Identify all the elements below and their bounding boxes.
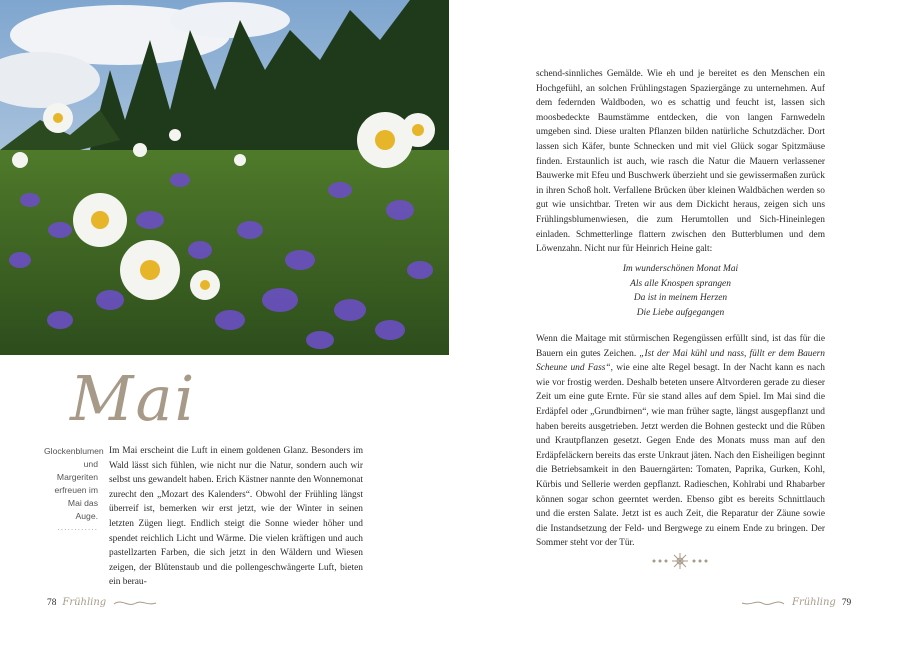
- left-footer: [47, 597, 158, 608]
- poem-quote: [536, 262, 825, 320]
- paragraph-2-rest: , wie eine alte Regel besagt. In der Nacht kann es nach wie vor frostig werden. Deshalb beteten unsere Altvorderen gerade zu dieser Zeit um eine gute Ernte. Für sie stand alles auf dem Spiel. Im Mai sind die Erdäpfel oder „Grundbirnen“, wie man früher sagte, längst ausgepflanzt und haben bereits ausgetrieben. Jetzt werden die Bohnen gesteckt und die Rüben und Krautpflanzen gesetzt. Gegen Ende des Monats muss man auf den Erdäpfeläckern bereits das erste Unkraut jäten. Nach den Eisheiligen beginnt die Betriebsamkeit in den Bauerngärten: Tomaten, Paprika, Gurken, Kohl, Kürbis und Sellerie werden gepflanzt. Radieschen, Kohlrabi und Rhabarber können sogar schon geerntet werden. Ebenso gibt es bereits Schnittlauch und die ersten Salate. Jetzt ist es auch Zeit, die Reparatur der Zäune sowie die Instandsetzung der Feld- und Bergwege zu einem Ende zu bringen. Der Sommer steht vor der Tür.: [536, 363, 825, 549]
- flower-ornament-icon: [650, 553, 710, 569]
- right-body-text-2: [536, 332, 825, 551]
- right-footer: [740, 597, 851, 608]
- poem-line: Als alle Knospen sprangen: [630, 278, 731, 289]
- page-number-left: 78: [47, 597, 57, 608]
- poem-line: Da ist in meinem Herzen: [633, 293, 728, 304]
- left-body-text: [109, 444, 363, 590]
- section-label-left: Frühling: [62, 597, 107, 608]
- poem-line: Im wunderschönen Monat Mai: [622, 264, 739, 274]
- left-page: [0, 0, 449, 648]
- farmer-rule-quote: „Ist der Mai kühl und nass, füllt er dem Bauern Scheune und Fass“: [536, 348, 825, 374]
- swirl-ornament-icon: [112, 598, 158, 608]
- caption-text: Glockenblumen und Margeriten erfreuen im Mai das Auge.: [44, 446, 104, 521]
- photo-caption: [44, 445, 104, 534]
- left-paragraph: Im Mai erscheint die Luft in einem goldenen Glanz. Besonders im Wald lässt sich fühlen, wie nicht nur die Natur, sondern auch wir selbst uns gewandelt haben. Erich Kästner nannte den Wonnemonat zurecht den „Mozart des Kalenders“. Obwohl der Frühling längst überreif ist, bemerken wir erst jetzt, wie der Winter in seinen letzten Zügen liegt. Endlich steigt die Sonne wieder höher und spendet reichlich Licht und Wärme. Die vielen kräftigen und auch pastellzarten Farben, die sich jetzt in den Wäldern und Wiesen zeigen, der Blütenstaub und die pollengeschwängerte Luft, bieten ein berau-: [109, 446, 363, 588]
- meadow-photo: [0, 0, 449, 355]
- page-number-right: 79: [841, 597, 852, 608]
- right-paragraph-2: [536, 332, 825, 551]
- swirl-ornament-icon: [740, 598, 786, 608]
- poem-line: Die Liebe aufgegangen: [636, 307, 725, 318]
- caption-dots: ............: [57, 522, 98, 532]
- section-label-right: Frühling: [792, 597, 836, 608]
- right-paragraph-1: schend-sinnliches Gemälde. Wie eh und je bereitet es den Menschen ein Hochgefühl, an solchen Frühlingstagen Spaziergänge zu unternehmen. Auf dem federnden Waldboden, wo es schattig und feucht ist, lassen sich moosbedeckte Baumstämme entdecken, die von langen Farnwedeln umgeben sind. Diese uralten Pflanzen bilden natürliche Schutzdächer. Dort lassen sich Käfer, bunte Schnecken und mit viel Glück sogar Spitzmäuse finden. Erstaunlich ist auch, wie rasch die Natur die Mauern verlassener Bauwerke mit Efeu und Buschwerk überzieht und sie gewissermaßen zurück in ihren Schoß holt. Verfallene Brücken über kleinen Waldbächen werden so gut wie unsichtbar. Treten wir aus dem Dickicht heraus, zeigen sich uns Frühlingsblumenwiesen, die zum Herumtollen und Sich-Hineinlegen einladen. Schmetterlinge flattern zwischen den Butterblumen und dem Löwenzahn. Nicht nur für Heinrich Heine galt:: [536, 69, 825, 255]
- paragraph-2-intro: Wenn die Maitage mit stürmischen Regengüssen erfüllt sind, ist das für die Bauern ein gutes Zeichen.: [536, 334, 825, 359]
- right-body-text-1: [536, 67, 825, 257]
- chapter-title: Mai: [70, 362, 197, 435]
